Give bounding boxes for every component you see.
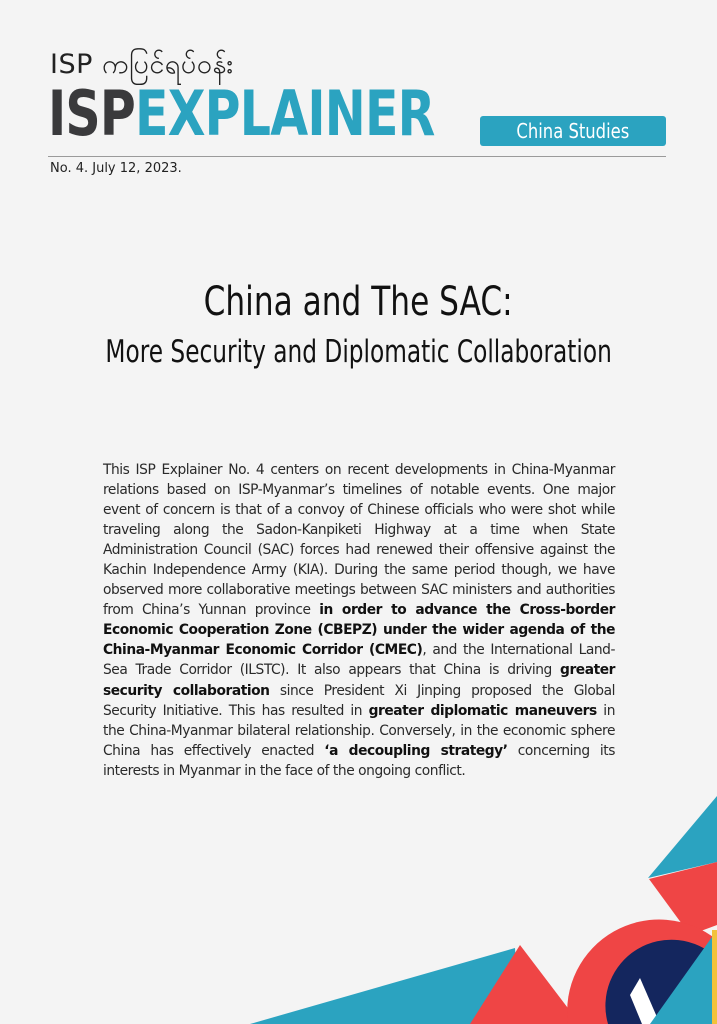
abstract-run: since President Xi Jinping proposed the Global Security Initiative. This has resulted in (103, 682, 615, 719)
abstract-run: concerning its interests in Myanmar in the face of the ongoing conflict. (103, 742, 615, 779)
brand-isp-text: ISP (48, 77, 136, 150)
abstract-run: in the China-Myanmar bilateral relationship. Conversely, in the economic sphere China has effectively enacted (103, 702, 615, 759)
abstract-emphasis: greater diplomatic maneuvers (368, 702, 597, 719)
issue-date: No. 4. July 12, 2023. (50, 161, 182, 176)
title-sub: More Security and Diplomatic Collaboration (105, 334, 612, 370)
abstract-emphasis: ‘a decoupling strategy’ (324, 742, 508, 759)
abstract-emphasis: in order to advance the Cross-border Economic Cooperation Zone (CBEPZ) under the wider agenda of the China-Myanmar Economic Corridor (CMEC) (103, 602, 615, 659)
category-label: China Studies (516, 119, 630, 143)
title-main: China and The SAC: (203, 279, 514, 325)
brand-explainer-text: EXPLAINER (135, 77, 435, 150)
abstract-run: This ISP Explainer No. 4 centers on recent developments in China-Myanmar relations based on ISP-Myanmar’s timelines of notable events. One major event of concern is that of a convoy of Chinese officials who were shot while traveling along the Sadon-Kanpiketi Highway at a time when State Administration Council (SAC) forces had renewed their offensive against the Kachin Independence Army (KIA). During the same period though, we have observed more collaborative meetings between SAC ministers and authorities from China’s Yunnan province (103, 462, 615, 619)
abstract-run: , and the International Land-Sea Trade Corridor (ILSTC). It also appears that China is driving (103, 642, 615, 679)
abstract-emphasis: greater security collaboration (103, 662, 615, 699)
yellow-edge-bar (712, 930, 717, 1024)
brand-myanmar-title: ISP ကပြင်ရပ်ဝန်း (50, 49, 234, 80)
